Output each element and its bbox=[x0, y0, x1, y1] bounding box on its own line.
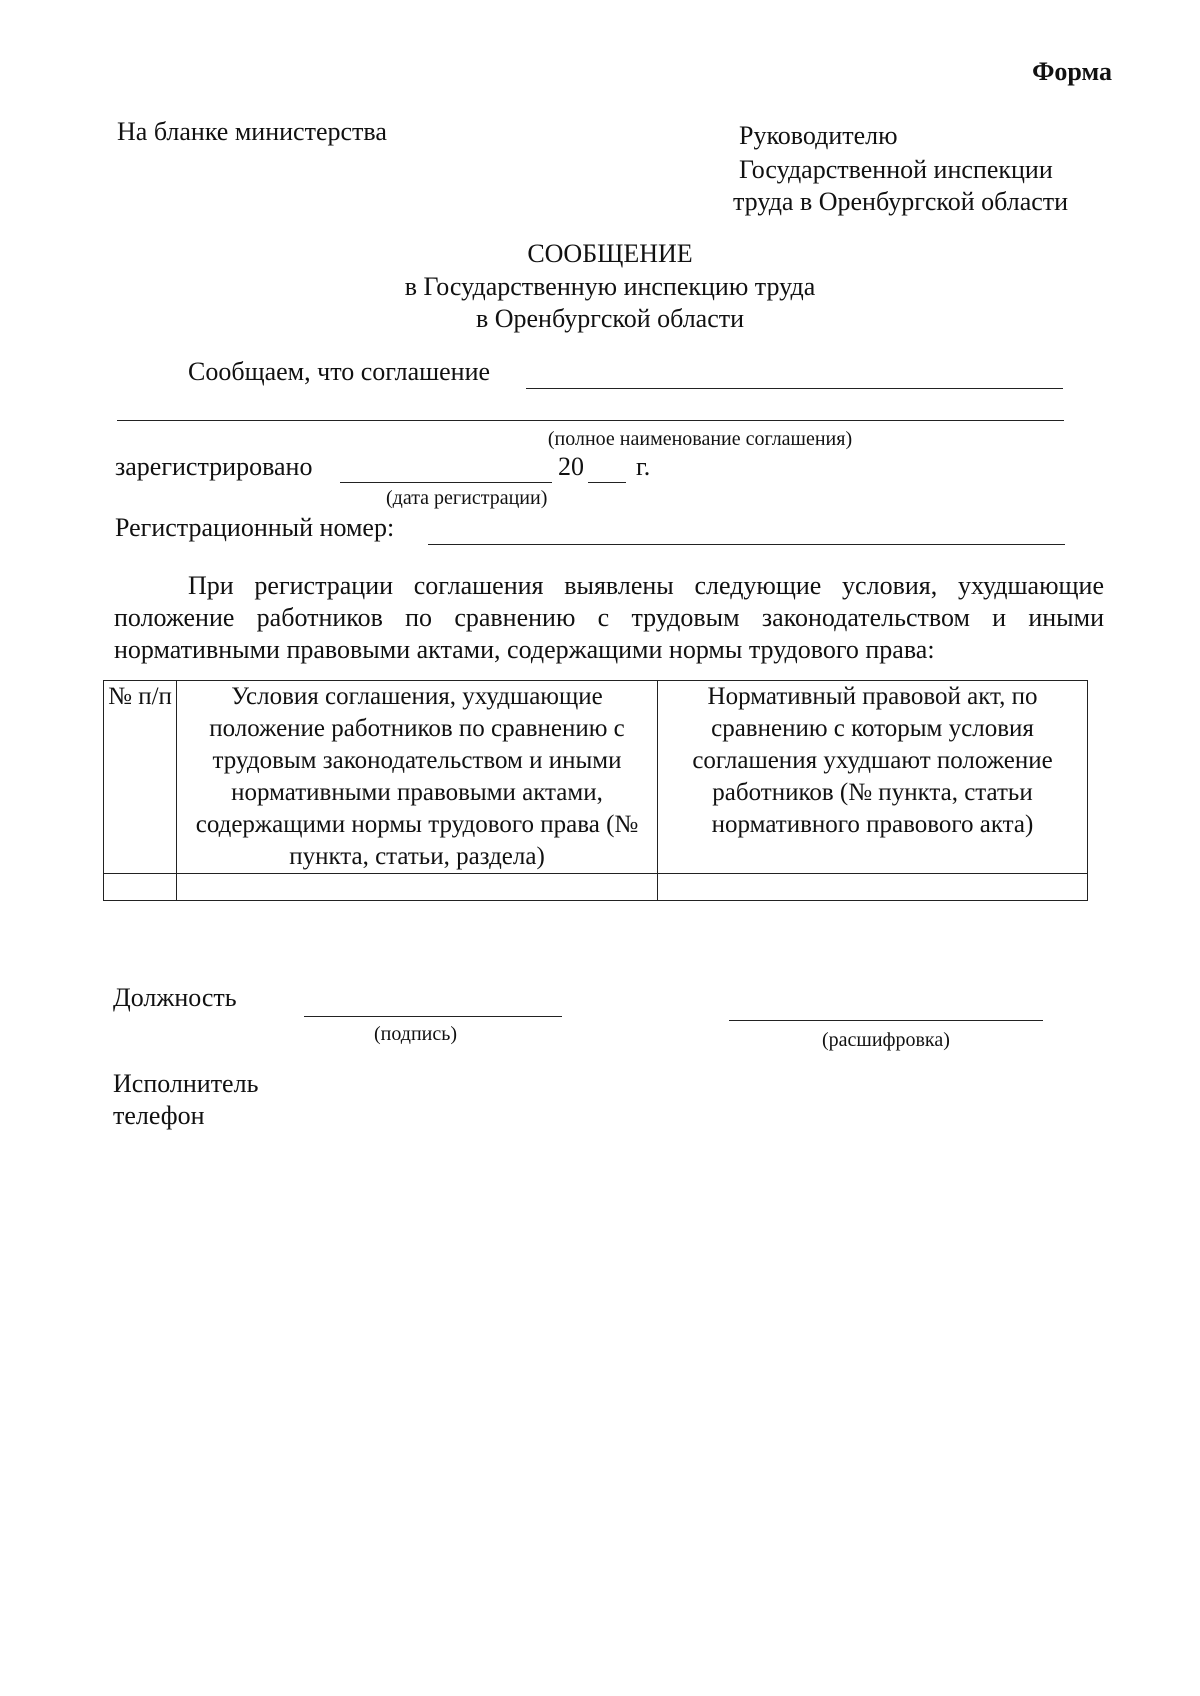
header-conditions: Условия соглашения, ухудшающие положение работников по сравнению с трудовым законодательством и иными нормативными правовыми актами, содержащими нормы трудового права (№ пункта, статьи, раздела) bbox=[177, 681, 658, 874]
header-normative-act: Нормативный правовой акт, по сравнению с которым условия соглашения ухудшают положение работников (№ пункта, статьи нормативного правового акта) bbox=[658, 681, 1088, 874]
registration-date-caption: (дата регистрации) bbox=[386, 487, 548, 509]
form-label: Форма bbox=[1032, 57, 1112, 86]
signature-decode-caption: (расшифровка) bbox=[822, 1029, 950, 1051]
position-label: Должность bbox=[113, 983, 237, 1012]
agreement-name-field bbox=[526, 388, 1063, 389]
document-title: СООБЩЕНИЕ bbox=[527, 239, 693, 268]
document-subtitle-2: в Оренбургской области bbox=[475, 304, 745, 333]
registration-number-field bbox=[428, 544, 1065, 545]
addressee-line-3: труда в Оренбургской области bbox=[733, 187, 1069, 216]
table-cell bbox=[177, 874, 658, 901]
table-cell bbox=[658, 874, 1088, 901]
table-cell bbox=[104, 874, 177, 901]
signature-field bbox=[304, 1016, 562, 1017]
signature-caption: (подпись) bbox=[374, 1023, 458, 1045]
executor-label: Исполнитель bbox=[113, 1069, 259, 1098]
agreement-name-caption: (полное наименование соглашения) bbox=[547, 428, 853, 450]
agreement-lead: Сообщаем, что соглашение bbox=[188, 357, 491, 386]
phone-label: телефон bbox=[113, 1101, 205, 1130]
table-row bbox=[104, 874, 1088, 901]
document-subtitle-1: в Государственную инспекцию труда bbox=[404, 272, 816, 301]
header-number: № п/п bbox=[104, 681, 177, 874]
conditions-paragraph: При регистрации соглашения выявлены следующие условия, ухудшающие положение работников по сравнению с трудовым законодательством и иными нормативными правовыми актами, содержащими нормы трудового права: bbox=[114, 571, 1104, 664]
letterhead-note: На бланке министерства bbox=[117, 117, 387, 146]
table-header-row bbox=[104, 681, 1088, 874]
registered-label: зарегистрировано bbox=[115, 452, 313, 481]
registration-date-field bbox=[340, 482, 552, 483]
registration-number-label: Регистрационный номер: bbox=[115, 513, 395, 542]
addressee-line-2: Государственной инспекции bbox=[739, 155, 1053, 184]
year-suffix: г. bbox=[636, 452, 651, 481]
addressee-line-1: Руководителю bbox=[739, 121, 898, 150]
year-prefix: 20 bbox=[558, 452, 584, 481]
registration-year-field bbox=[588, 482, 626, 483]
agreement-name-field-continued bbox=[117, 420, 1064, 421]
conditions-table bbox=[103, 680, 1088, 901]
signature-decode-field bbox=[729, 1020, 1043, 1021]
